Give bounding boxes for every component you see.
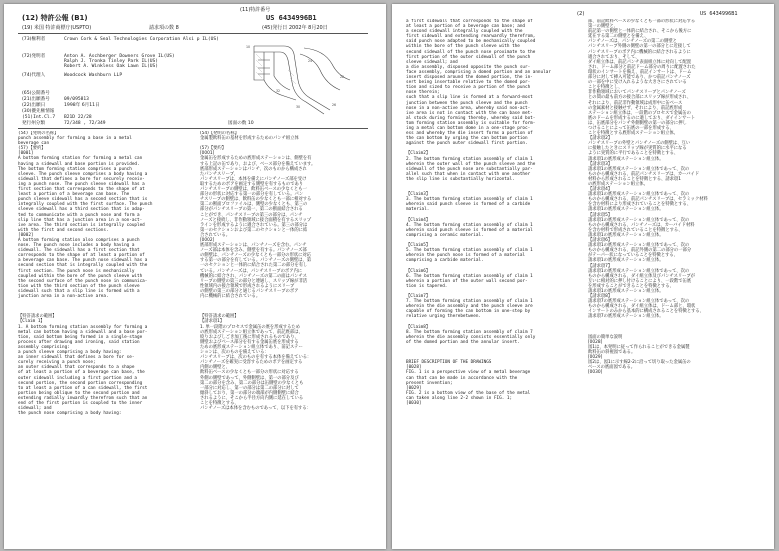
svg-text:30: 30 (296, 105, 301, 109)
intcl-label: (51)Int.Cl.7 (22, 115, 56, 120)
us-class-value: 72/348 , 72/349 (64, 121, 106, 126)
us-class-label: 発行州分類 (22, 121, 45, 126)
assignee-value: Crown Cork & Seal Technologies Corporation Alsi p IL(US) (64, 37, 219, 42)
intcl-value: B21D 22/28 (64, 115, 92, 120)
japanese-abstract-and-claims: (54)【発明の名称】 金属製飲料缶の基材を形成するためのパンチ組立体 (57)【要約】 [0001] 金属缶を形成するための底形成ステーションは、側壁を有 する上記の缶であり、および、ベース部分を備えています。 底部形成ステーションはパンチ、次のものから構成され たパンチスリーブ、 パンチスリーブは、本体を備えにパンチノーズ部を受け 取するためのボアを画定する側壁を有するものであり パンチスリーブの側壁は、飲料缶ベースの少なくとも一 部分の形状に対応する第一の部分を有している。パン チスリーブの側壁は、飲料缶の少なくとも一部に相対する 第二の断面プロファイルは、側壁の少なくとも、第三の 部分がパンチスリーブの第一、第二の断面結合される ことができ、パンチスリーブの第三の部分は、パンチ ノーズと接続し、非作動領域に接合面積を有するスリップ ラインを形成するように適合されている。第三の部分は 第一のセクションおよび第二のセクションと一体的に結 合されている。 [0002] 底部形成ステーションは、パンチノーズを含む。パンチ ノーズ部は本体を含み、側壁を有する。パンチノーズ部 の側壁は、パンチノーズの少なくとも一部分の形状に対応 する第一の部分を有している。パンチノーズの側壁は、第 一のセクションと一体的に結合された第二の部分を有し ている。パンチノーズは、パンチスリーブのボア内に 機械的に結合され、パンチノーズの第二の面はパンチス リーブの側壁の第三の部分と連通し、スリップ線が非活 性領域内の接合領域で形成されるようにスリーブ の側壁の第三の部分と通じるパンチスリーブのボア 内に機械的に結合されている。 【特許請求の範囲】 【請求項1】 1. 単一段階のプロセスで金属缶の底を形成するため の底形成ステーション組立体であって、前記底部は、 絞りおよびしごき加工後に形成されるものであり、 側壁およびベース部分を有する金属缶底を形成する ための底形成ステーション組立体であり、前記ステー ションは、次のものを備えている： パンチスリーブは、次のものを有する本体を備えている： パンチノーズを確実に受容するためのボアを画定する 内側の側壁と、 飲料缶ベースの少なくとも一部分の形状に対応する 外側の側壁であって、外側側壁は、第一の部分及び 第二の部分を含み、第二の部分は缶側壁の少なくとも 一部分に対応し、第一の部分は第二の部分に対して 傾斜しており、第一の部分の端部が内側側壁に結合 されるように、そこから半径方向内側に延在している ことを特徴とする、 パンチノーズは本体を含むものであって、以下を有する： (200, 131, 316, 412)
japanese-claims-continued: 部、前記飲料ベースの少なくとも一部の形状に対応する 第一の側壁と、 前記第一の側壁と一体的に結合され、そこから後方に 延在する第二の側壁とを備え、 パンチノーズは、パンチノーズの第二の側壁と パンチスリーブ外側の側壁の第一の部分とに近接して パンチスリーブのボア内に機械的に結合されるように 適合されており、そして、 ダイ組立体は、前記パンチ表面組立体に対向して配置 され、ドーム部分と前記ドーム部分の周りに配置された 環状のインサートを備え、前記インサートは、ドーム 部分に対して挿入可能であり、かつ前記パンチノーズ の一部を中に受け入れるような大きさにされている ことを特徴とし、 非作動領域においてパンチスリーブとパンチノーズ との間の最も前方の接合部にスリップ線が形成され、 それにより、前記非作動領域は成形中に缶ベース の金属素材と接触せず、それにより、前記底形成 ステーション組立体は、一段階のプロセスで金属缶の 底のドームを形成するのに適しており、ダイインサート は、缶底部分をパンチ外側側壁の第一の部分に押し つけることによって缶底の一部を形成する、 ことを特徴とする底形成ステーション組立体。 【請求項2】 パンチスリーブの外壁とパンチノーズの側壁は、互い に接触したときにスリップ線が実質的に水平になる ように実質的に平行であることを特徴とする、 請求項1の底形成ステーション組立体。 【請求項3】 請求項1の底形成ステーション組立体であって、次の ものから構成される、前記パンチスリーブは、カーバイド 材料から形成されることを特徴とする、請求項1 の底形成ステーション組立体。 【請求項4】 請求項1の底形成ステーション組立体であって、次の ものから構成される、前記パンチスリーブは、セラミック材料 を含む材料により形成されていることを特徴とする、 請求項1の底形成ステーション組立体。 【請求項5】 請求項1の底形成ステーション組立体であって、次の ものから構成される、パンチノーズは、カーバイド材料 を含む材料で形成されていることを特徴とする、 請求項1の底形成ステーション組立体。 【請求項6】 請求項1の底形成ステーション組立体であって、次の ものから構成される、前記外側の第二の部分の一部分 がテーパー状になっていることを特徴とする、 請求項1の底形成ステーション組立体。 【請求項7】 請求項1の底形成ステーション組立体であって、次の ものから構成される、ダイ組立体及びパンチスリーブが 互いに相対的に押し付けることにより、一段階で缶底 を形成することができることを特徴とする、 請求項1の底形成ステーション組立体。 【請求項8】 請求項7の底形成ステーション組立体であって、次の ものから構成される、ダイ組立体は、ドーム部と、環状 インサートのみから基本的に構成されることを特徴とする、 請求項7の底形成ステーション組立体。 図面の簡単な説明 [0028] 図1は、本発明に従って作られることができる金属製 飲料缶の斜視図である。 [0029] 図2は、図1に示す線2-2に沿って切り取った金属缶の ベースの底面図である。 [0030] (588, 19, 708, 376)
filing-date-label: (22)出願日 (22, 103, 46, 108)
patent-number: US 6434996B1 (266, 14, 317, 22)
header-rule (18, 33, 368, 34)
pub-number-field-label: (65)公開番号 (22, 91, 50, 96)
issuing-office: (19) 米国 特許商標庁(USPTO) (22, 25, 92, 31)
english-abstract-and-claims: (54)【発明の名称】 punch assembly for forming a base in a metal beverage can (57)【要約】 [0001] A bottom forming station for forming a metal can having a sidewall and base portion is provided. The bottom forming station comprises a punch sleeve. The punch sleeve comprises a body having a sidewall that defines a bore for securely receiv- ing a punch nose. The punch sleeve sidewall has a first section that corresponds to the shape of at least a portion of a beverage can base. The punch sleeve sidewall has a second section that is integrally coupled with the first surface. The punch sleeve sidewall has a third section that is adap- ted to communicate with a punch nose and form a slip line that has a junction area in a non-act- ive area. The third section is integrally coupled with the first and second sections. [0002] A bottom forming station also comprises a punch nose. The punch nose includes a body having a sidewall. The sidewall has a first section that corresponds to the shape of at least a portion of a beverage can base. The punch nose sidewall has a second section that is integrally coupled with the first section. The punch nose is mechanically coupled within the bore of the punch sleeve with the second surface of the punch nose in communica- tion with the third section of the punch sleeve sidewall such that a slip line is formed with a junction area in a non-active area. 【特許請求の範囲】 【Claim 1】 1. A bottom forming station assembly for forming a metal can bottom having a sidewall and a base por- tion, said bottom being formed in a single-stage process after drawing and ironing, said station assembly comprising: a punch sleeve comprising a body having: an inner sidewall that defines a bore for se- curely receiving a punch nose; an outer sidewall that corresponds to a shape of at least a portion of a beverage can base, the outer sidewall including a first portion and a second portion, the second portion corresponding to at least a portion of a can sidewall, the first portion being oblique to the second portion and extending radially inwardly therefrom such that an end of the first portion is coupled to the inner sidewall; and the punch nose comprising a body having: (18, 131, 153, 417)
inventors-value: Anton A. Aschberger Downers Grove IL(US) Ralph J. Tronka Tinley Park IL(US) Robert A. Winkless Oak Lawn IL(US) (64, 54, 175, 70)
issue-date: (45)発行日 2002年 8月20日 (262, 25, 328, 31)
assignee-label: (73)権利者 (22, 37, 46, 42)
filing-date-value: 1998年 6月11日 (64, 103, 100, 108)
publication-title: (12) 特許公報 (B1) (22, 14, 88, 22)
biblio-rule (18, 128, 368, 129)
svg-text:32: 32 (276, 89, 281, 93)
front-page-drawing (244, 40, 356, 118)
app-number-label: (21)出願番号 (22, 97, 50, 102)
svg-text:26: 26 (332, 103, 337, 107)
figure-count: 図面の数 10 (228, 121, 254, 126)
patent-page-2 (392, 4, 774, 549)
svg-text:24: 24 (308, 59, 313, 63)
app-number-value: 09/095813 (64, 97, 89, 102)
agent-value: Woodcock Washburn LLP (64, 73, 123, 78)
priority-label: (30)優先権情報 (22, 109, 55, 114)
page-number: (2) (577, 11, 585, 17)
agent-label: (74)代理人 (22, 73, 46, 78)
pub-number-label: (11)特許番号 (240, 7, 271, 13)
patent-page-1 (4, 4, 386, 549)
svg-text:22: 22 (340, 75, 345, 79)
inventors-label: (72)発明者 (22, 54, 46, 59)
english-claims-continued: a first sidewall that corresponds to the shape of at least a portion of a beverage can base; and a second sidewall integrally coupled with the first sidewall and extending rearwardly therefrom, said punch nose adapted to be mechanically coupled within the bore of the punch sleeve with the second sidewall of the punch nose proximate to the first portion of the outer sidewall of the punch sleeve sidewall; and a die assembly, disposed opposite the punch sur- face assembly, comprising a domed portion and an annular insert disposed around the domed portion, the in- sert being insertable relative to the domed por- tion and sized to receive a portion of the punch nose therein; such that a slip line is formed at a forward-most junction between the punch sleeve and the punch nose in a non-active area, whereby said non-act- ive area is not in contact with the can base met- al stock during forming thereby, whereby said bot- tom forming station assembly is suitable for form- ing a metal can bottom dome in a one-stage proc- ess and whereby the die insert forms a portion of the can bottom by urging the can bottom portion against the punch outer sidewall first portion. 【Claim2】 2. The bottom forming station assembly of claim 1 wherein the outer wall of the punch sleeve and the sidewall of the punch nose are substantially par- allel such that when in contact with one another the slip line is substantially horizontal. 【Claim3】 3. The bottom forming station assembly of claim 1 wherein said punch sleeve is formed of a carbide material. 【Claim4】 4. The bottom forming station assembly of claim 1 wherein said punch sleeve is formed of a material comprising a ceramic material. 【Claim5】 5. The bottom forming station assembly of claim 1 wherein the punch nose is formed of a material comprising a carbide material. 【Claim6】 6. The bottom forming station assembly of claim 1 wherein a portion of the outer wall second por- tion is tapered. 【Claim7】 7. The bottom forming station assembly of claim 1 wherein the die assembly and the punch sleeve are capable of forming the can bottom in one-step by relative urging therebetween. 【Claim8】 8. The bottom forming station assembly of claim 7 wherein the die assembly consists essentially only of the domed portion and the annular insert. BRIEF DESCRIPTION OF THE DRAWINGS [0028] FIG. 1 is a perspective view of a metal beverage can that can be made in accordance with the present invention; [0029] FIG. 2 is a bottom view of the base of the metal can taken along line 2-2 shown in FIG. 1; [0030] (406, 19, 551, 407)
claim-count: 請求項の数 8 (149, 25, 179, 31)
page2-patent-number: US 6434996B1 (700, 11, 738, 17)
svg-text:10: 10 (246, 45, 251, 49)
